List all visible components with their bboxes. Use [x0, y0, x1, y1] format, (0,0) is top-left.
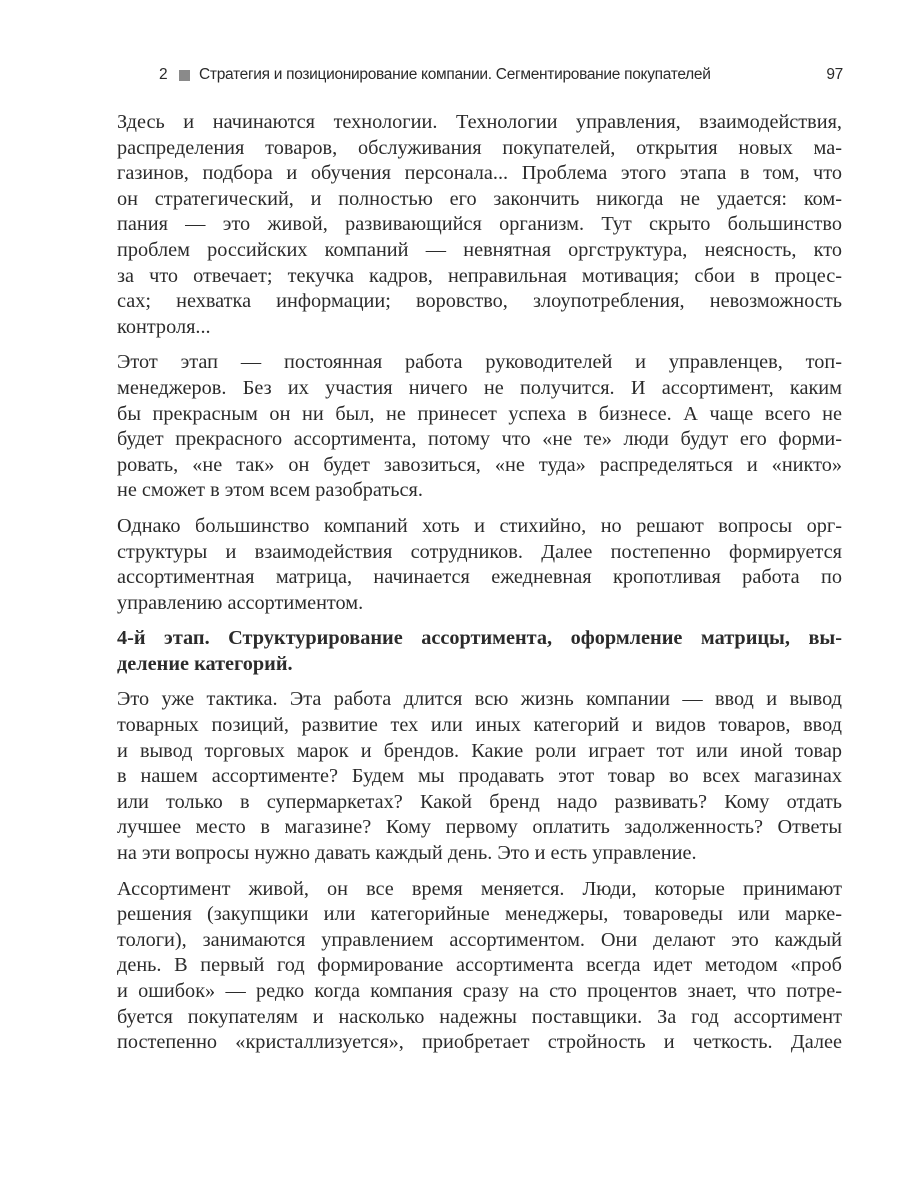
- text-line: день. В первый год формирование ассортимента всегда идет методом «проб: [117, 954, 842, 977]
- paragraph-1: [117, 110, 842, 340]
- paragraph-3: [117, 514, 842, 616]
- section-heading: [117, 626, 842, 677]
- page-number: 97: [826, 66, 843, 83]
- text-line: Этот этап — постоянная работа руководителей и управленцев, топ-: [117, 351, 842, 374]
- text-line: газинов, подбора и обучения персонала... Проблема этого этапа в том, что: [117, 162, 842, 185]
- text-line: Ассортимент живой, он все время меняется. Люди, которые принимают: [117, 877, 842, 900]
- text-line: ровать, «не так» он будет завозиться, «не туда» распределяться и «никто»: [117, 453, 842, 476]
- paragraph-5: [117, 877, 842, 1056]
- chapter-number: 2: [159, 66, 168, 83]
- text-line: и вывод торговых марок и брендов. Какие роли играет тот или иной товар: [117, 739, 842, 762]
- text-line: управлению ассортиментом.: [117, 591, 364, 614]
- square-bullet-icon: [179, 70, 190, 81]
- text-line: он стратегический, и полностью его закончить никогда не удается: ком-: [117, 187, 842, 210]
- text-line: контроля...: [117, 315, 211, 338]
- text-line: структуры и взаимодействия сотрудников. Далее постепенно формируется: [117, 540, 842, 563]
- text-line: лучшее место в магазине? Кому первому оплатить задолженность? Ответы: [117, 816, 842, 839]
- text-line: проблем российских компаний — невнятная оргструктура, неясность, кто: [117, 238, 842, 261]
- text-line: на эти вопросы нужно давать каждый день. Это и есть управление.: [117, 842, 697, 865]
- text-line: Здесь и начинаются технологии. Технологии управления, взаимодействия,: [117, 111, 842, 133]
- text-line: Это уже тактика. Эта работа длится всю жизнь компании — ввод и вывод: [117, 688, 842, 711]
- text-line: постепенно «кристаллизуется», приобретает стройность и четкость. Далее: [117, 1031, 842, 1054]
- text-line: Однако большинство компаний хоть и стихийно, но решают вопросы орг-: [117, 514, 842, 537]
- heading-line: деление категорий.: [117, 652, 293, 675]
- text-line: бы прекрасным он ни был, не принесет успеха в бизнесе. А чаще всего не: [117, 402, 842, 425]
- paragraph-4: [117, 687, 842, 866]
- text-line: и ошибок» — редко когда компания сразу на сто процентов знает, что потре-: [117, 980, 842, 1002]
- text-line: будет прекрасного ассортимента, потому что «не те» люди будут его форми-: [117, 428, 842, 451]
- heading-line: 4-й этап. Структурирование ассортимента, оформление матрицы, вы-: [117, 627, 842, 650]
- chapter-title: Стратегия и позиционирование компании. Сегментирование покупателей: [199, 66, 711, 83]
- paragraph-2: [117, 350, 842, 504]
- text-line: решения (закупщики или категорийные менеджеры, товароведы или марке-: [117, 903, 842, 926]
- text-line: менеджеров. Без их участия ничего не получится. И ассортимент, каким: [117, 376, 842, 399]
- text-line: сах; нехватка информации; воровство, злоупотребления, невозможность: [117, 290, 842, 313]
- text-line: пания — это живой, развивающийся организм. Тут скрыто большинство: [117, 213, 842, 236]
- text-line: распределения товаров, обслуживания покупателей, открытия новых ма-: [117, 136, 842, 159]
- text-line: товарных позиций, развитие тех или иных категорий и видов товаров, ввод: [117, 714, 842, 737]
- body-text: [117, 110, 842, 1066]
- text-line: за что отвечает; текучка кадров, неправильная мотивация; сбои в процес-: [117, 264, 842, 287]
- text-line: не сможет в этом всем разобраться.: [117, 479, 423, 502]
- text-line: или только в супермаркетах? Какой бренд надо развивать? Кому отдать: [117, 790, 842, 813]
- text-line: ассортиментная матрица, начинается ежедневная кропотливая работа по: [117, 566, 842, 589]
- text-line: тологи), занимаются управлением ассортиментом. Они делают это каждый: [117, 928, 842, 951]
- text-line: в нашем ассортименте? Будем мы продавать этот товар во всех магазинах: [117, 765, 842, 788]
- running-head: [159, 66, 843, 88]
- text-line: буется покупателям и насколько надежны поставщики. За год ассортимент: [117, 1005, 842, 1028]
